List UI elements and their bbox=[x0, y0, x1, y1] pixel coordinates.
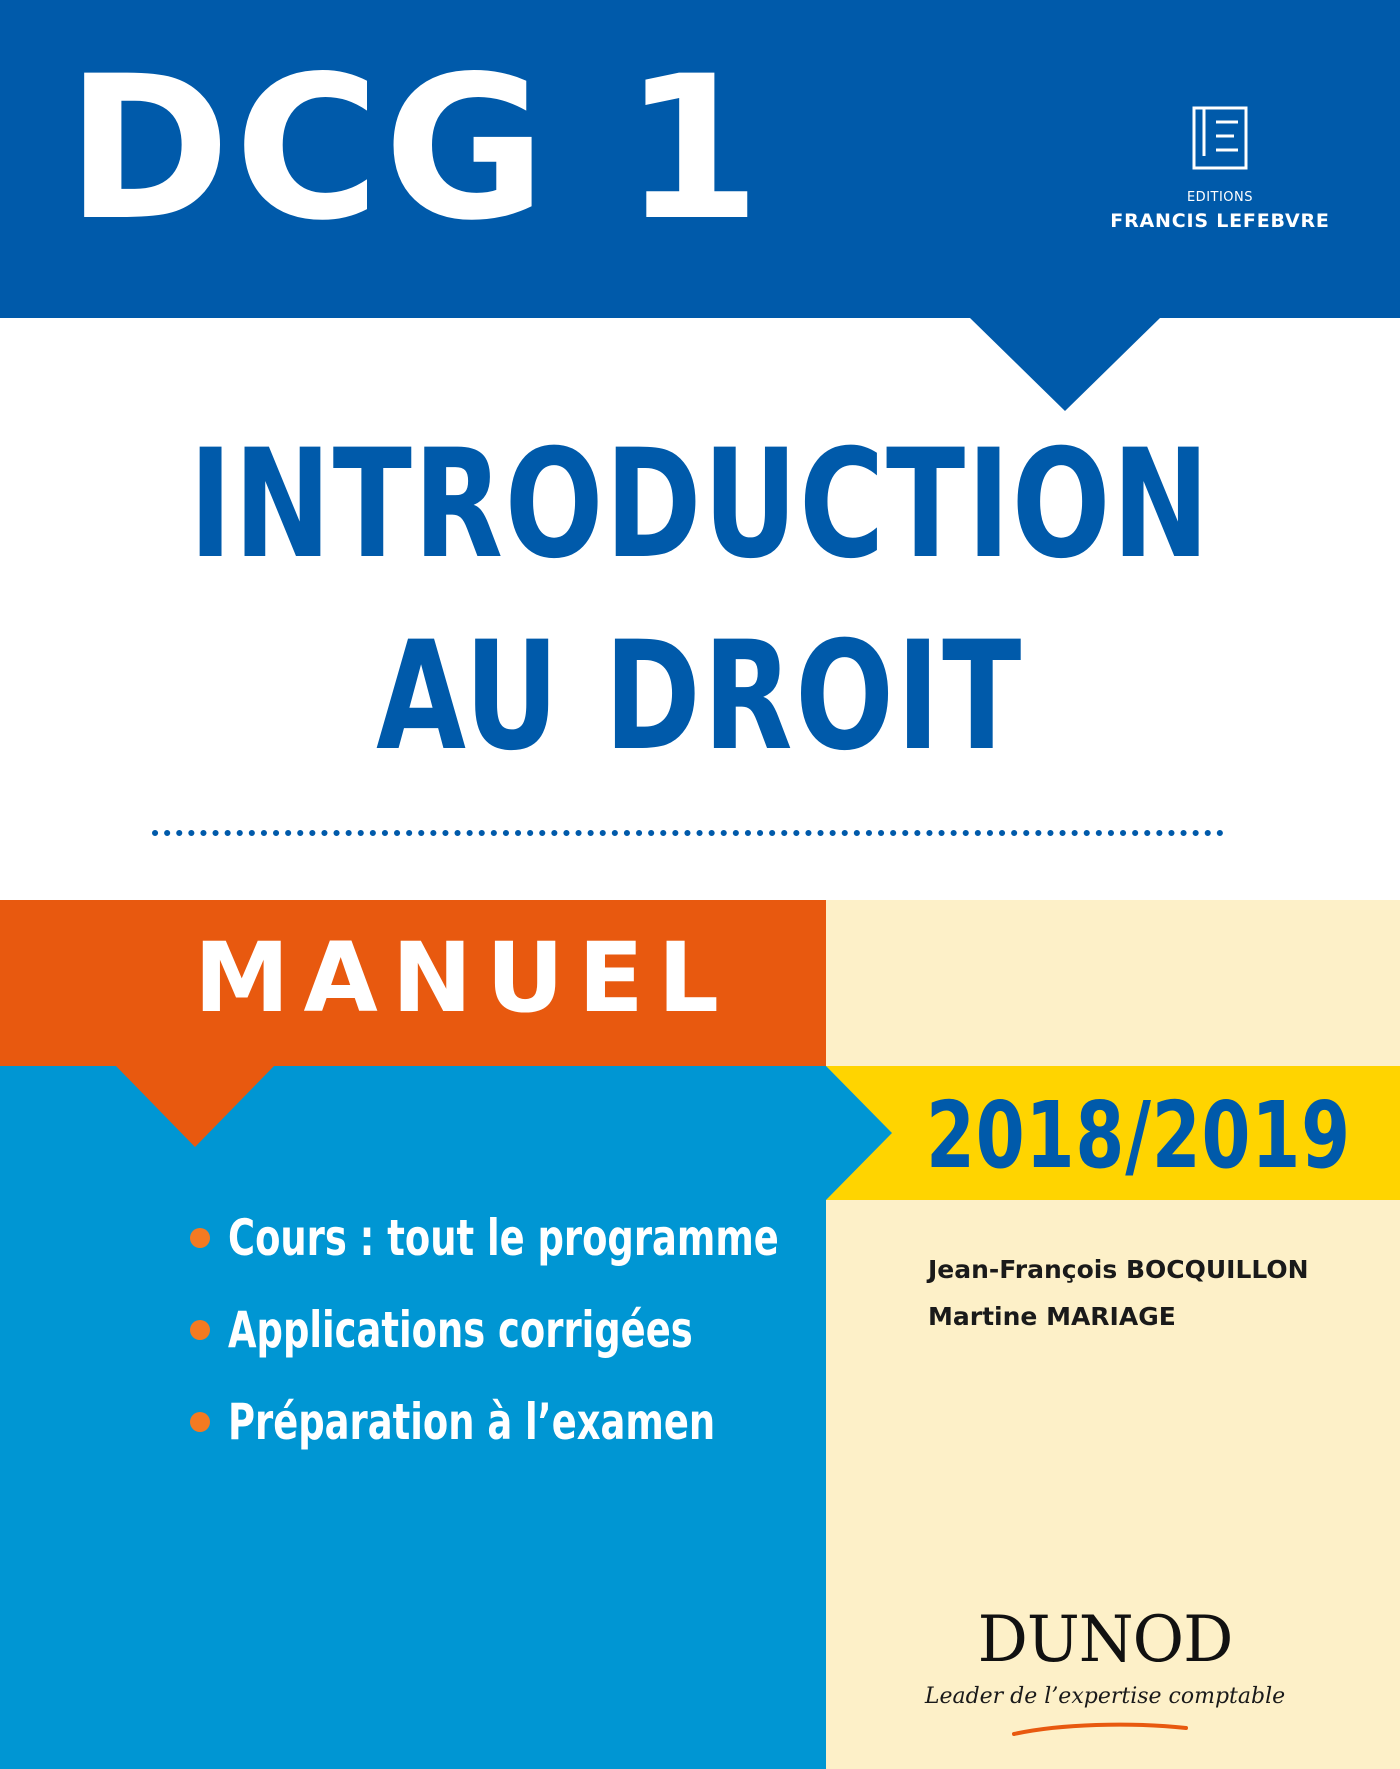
swoosh-icon bbox=[1010, 1720, 1190, 1740]
author-list bbox=[928, 1246, 1368, 1340]
bullet-icon bbox=[190, 1412, 210, 1432]
book-title-line-1: INTRODUCTION bbox=[189, 418, 1211, 592]
dotted-divider bbox=[152, 828, 1232, 838]
imprint-tagline: Leader de l’expertise comptable bbox=[924, 1684, 1286, 1709]
author-last-name: BOCQUILLON bbox=[1125, 1255, 1309, 1284]
year-banner-arrow bbox=[826, 1066, 894, 1200]
publisher-name: FRANCIS LEFEBVRE bbox=[1110, 210, 1330, 232]
bullet-icon bbox=[190, 1228, 210, 1248]
publisher-edition-label: EDITIONS bbox=[1186, 190, 1254, 205]
book-title bbox=[0, 418, 1400, 784]
feature-item bbox=[186, 1297, 806, 1389]
author-last-name: MARIAGE bbox=[1046, 1302, 1176, 1331]
feature-item bbox=[186, 1205, 806, 1297]
author bbox=[928, 1246, 1368, 1293]
francis-lefebvre-logo-icon bbox=[1186, 106, 1254, 170]
imprint-name: DUNOD bbox=[977, 1603, 1233, 1677]
author-first-name: Martine bbox=[928, 1302, 1038, 1331]
type-label: MANUEL bbox=[194, 922, 733, 1034]
bullet-icon bbox=[190, 1320, 210, 1340]
feature-text: Cours : tout le programme bbox=[228, 1209, 779, 1267]
feature-list bbox=[186, 1205, 806, 1481]
series-title: DCG 1 bbox=[66, 33, 765, 264]
year-label: 2018/2019 bbox=[926, 1082, 1351, 1189]
imprint-logo bbox=[920, 1603, 1290, 1758]
type-banner-notch bbox=[0, 1065, 826, 1155]
author-first-name: Jean-François bbox=[928, 1255, 1118, 1284]
feature-item bbox=[186, 1389, 806, 1481]
publisher-logo bbox=[1100, 104, 1340, 244]
feature-text: Préparation à l’examen bbox=[228, 1393, 716, 1451]
feature-text: Applications corrigées bbox=[228, 1301, 693, 1359]
book-title-line-2: AU DROIT bbox=[376, 610, 1024, 784]
author bbox=[928, 1293, 1368, 1340]
top-banner-notch bbox=[0, 318, 1400, 418]
